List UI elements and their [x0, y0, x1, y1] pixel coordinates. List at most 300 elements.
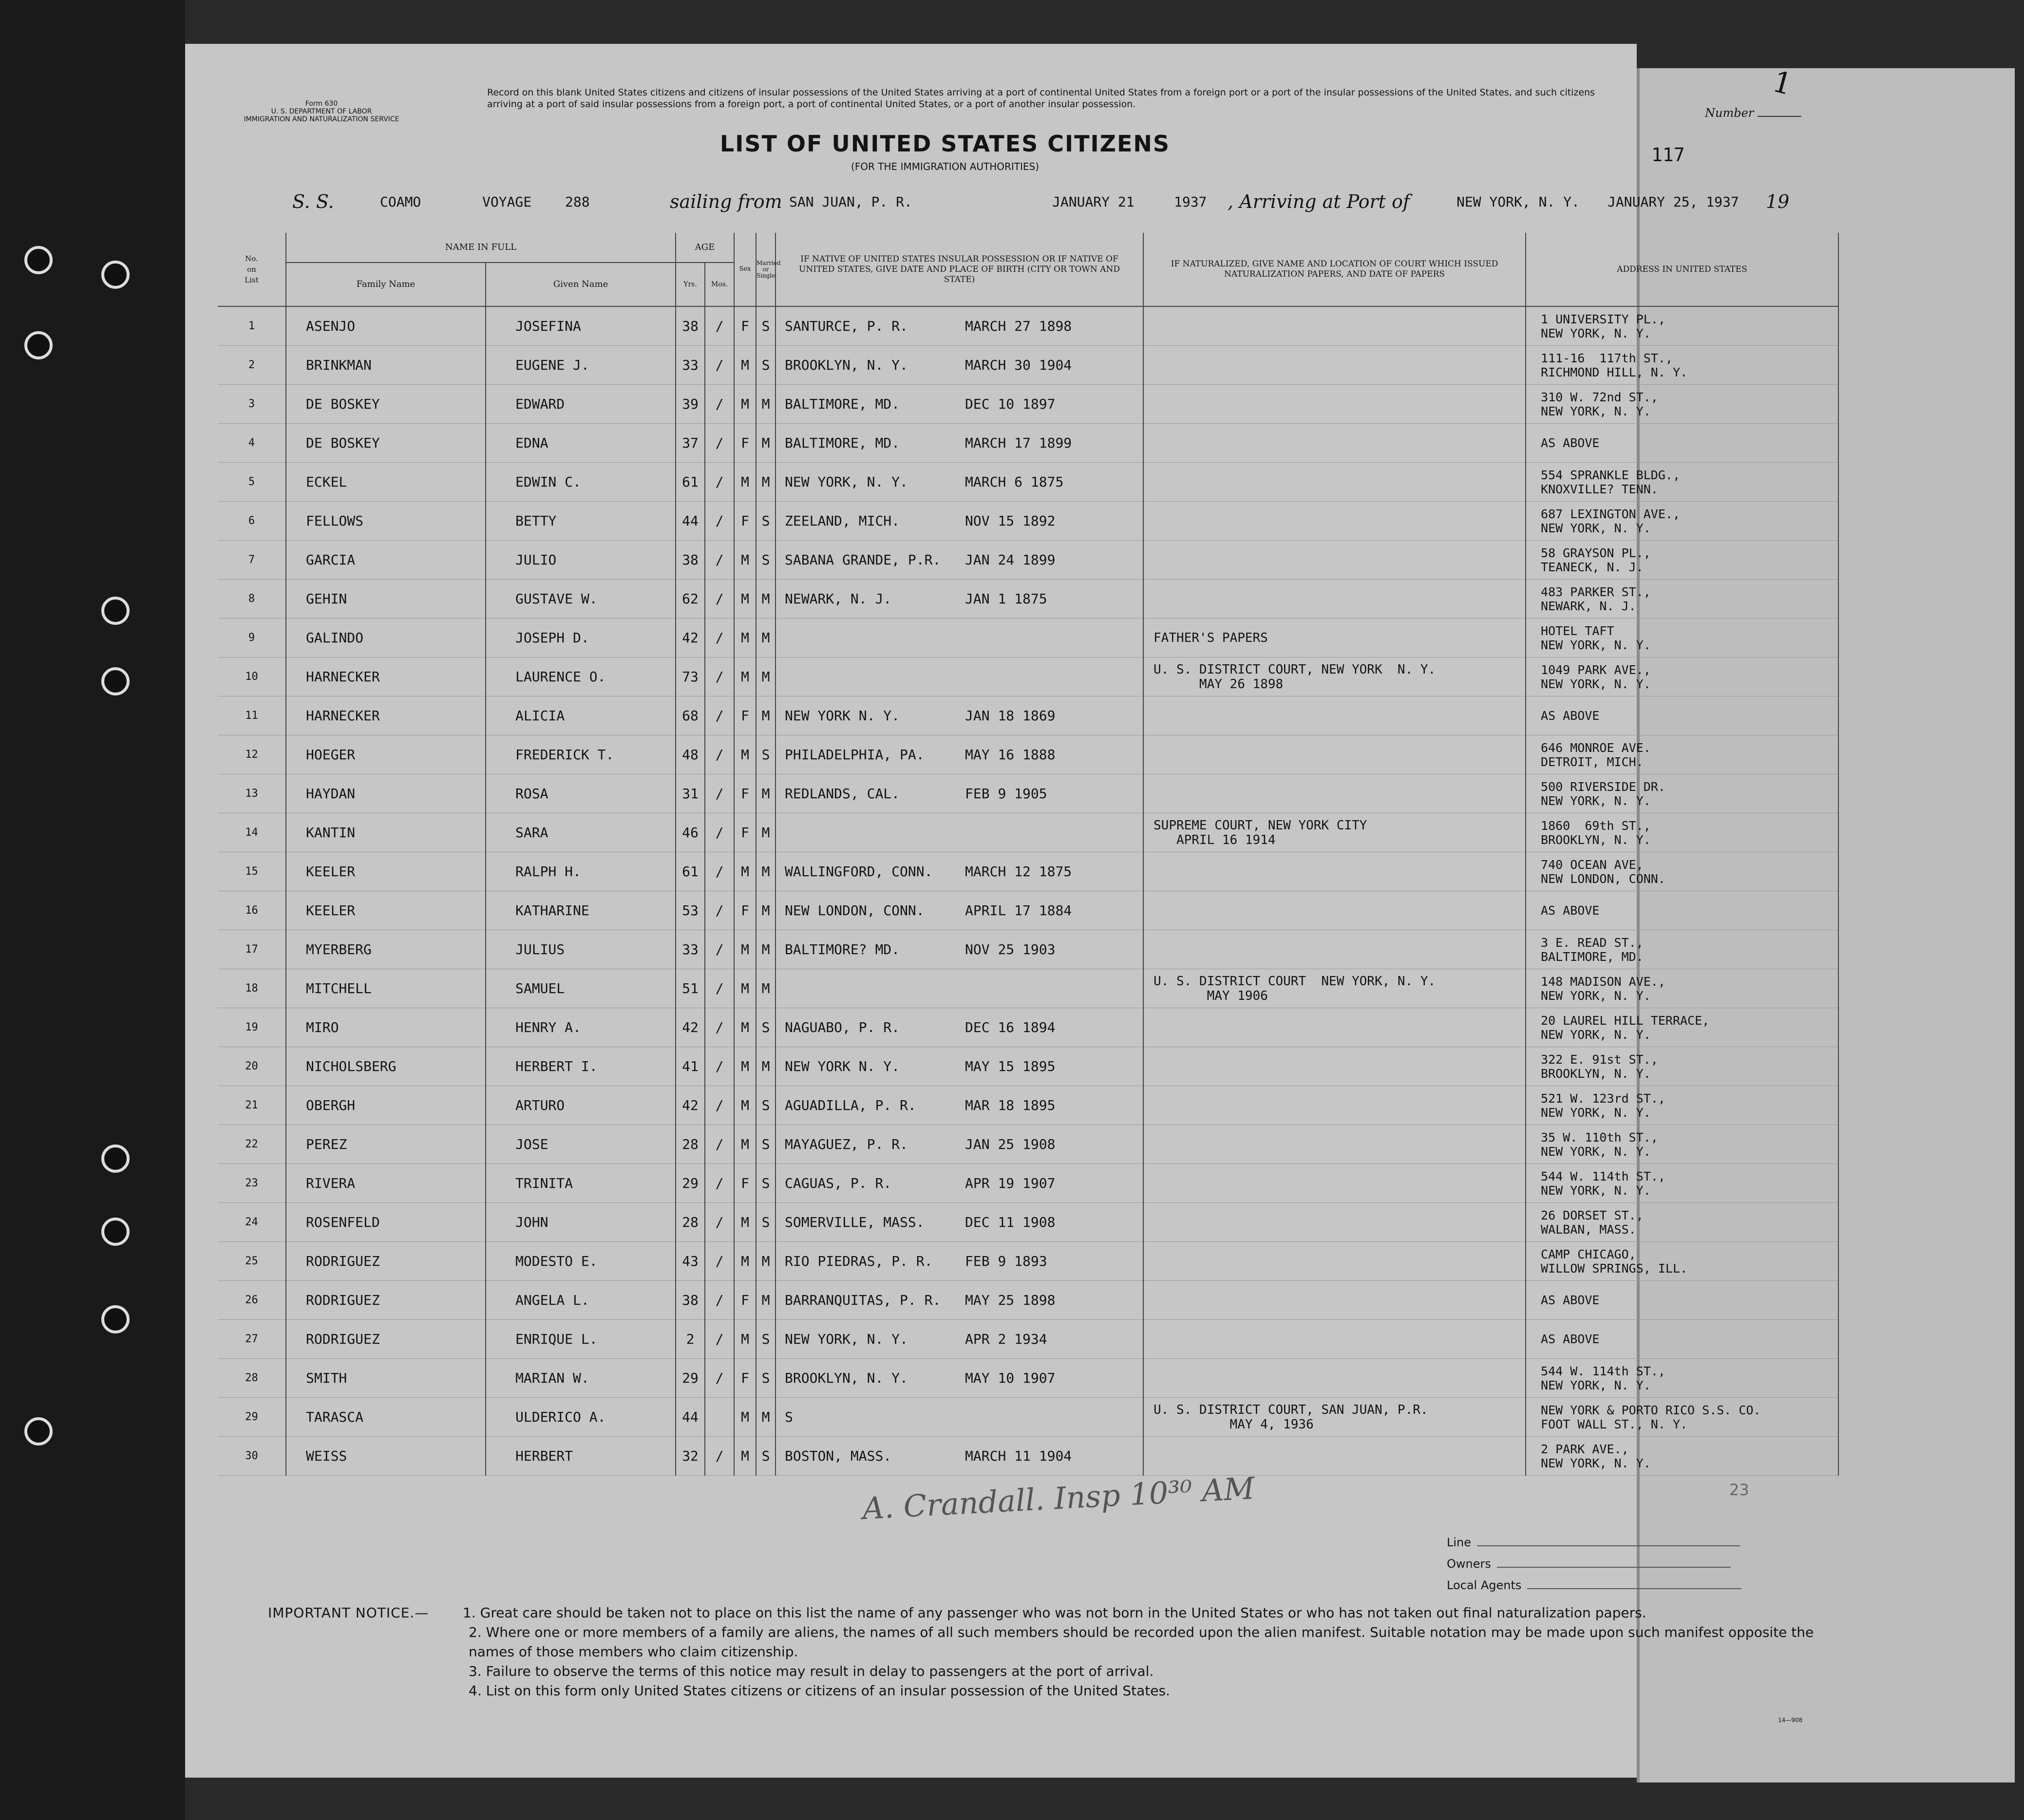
birth-info-cell — [776, 696, 1143, 735]
birth-date: MAY 25 1898 — [965, 1292, 1056, 1308]
local-agents-label: Local Agents — [1447, 1578, 1522, 1592]
table-row — [218, 774, 1838, 813]
number-field — [1705, 106, 1801, 120]
number-label: Number — [1705, 106, 1754, 120]
punch-hole — [24, 1417, 53, 1445]
age-years-cell: 38 — [676, 541, 705, 580]
table-row — [218, 1398, 1838, 1437]
address-cell: 3 E. READ ST., BALTIMORE, MD. — [1526, 930, 1838, 969]
inspector-signature: A. Crandall. Insp 10³⁰ AM — [861, 1470, 1256, 1527]
arriving-date: JANUARY 25, 1937 — [1608, 194, 1739, 210]
age-years-cell: 44 — [676, 502, 705, 541]
header-name-in-full: NAME IN FULL — [286, 233, 676, 263]
table-row — [218, 1008, 1838, 1047]
given-name-cell: ROSA — [486, 774, 676, 813]
naturalization-cell — [1143, 1242, 1526, 1281]
birth-info-cell — [776, 306, 1143, 346]
family-name-cell: KEELER — [286, 891, 486, 930]
family-name-cell: MYERBERG — [286, 930, 486, 969]
birth-date: MARCH 6 1875 — [965, 474, 1064, 490]
naturalization-cell — [1143, 774, 1526, 813]
birth-place: ZEELAND, MICH. — [785, 513, 900, 529]
address-cell: NEW YORK & PORTO RICO S.S. CO. FOOT WALL ST., N. Y. — [1526, 1398, 1838, 1437]
birth-date: DEC 16 1894 — [965, 1019, 1056, 1035]
birth-info-cell — [776, 1008, 1143, 1047]
age-months-cell: / — [705, 735, 734, 774]
table-row — [218, 1047, 1838, 1086]
passenger-rows — [218, 306, 1838, 1476]
birth-place: SABANA GRANDE, P.R. — [785, 552, 941, 568]
sex-cell: M — [734, 1437, 756, 1476]
given-name-cell: JULIO — [486, 541, 676, 580]
row-number-cell: 6 — [218, 502, 286, 541]
given-name-cell: ENRIQUE L. — [486, 1320, 676, 1359]
birth-place: NEW LONDON, CONN. — [785, 902, 925, 919]
address-cell: HOTEL TAFT NEW YORK, N. Y. — [1526, 619, 1838, 657]
birth-date: MARCH 30 1904 — [965, 357, 1072, 373]
birth-place: BROOKLYN, N. Y. — [785, 357, 908, 373]
age-months-cell: / — [705, 930, 734, 969]
sex-cell: M — [734, 580, 756, 619]
age-years-cell: 41 — [676, 1047, 705, 1086]
sex-cell: F — [734, 424, 756, 463]
table-row — [218, 502, 1838, 541]
row-number-cell: 20 — [218, 1047, 286, 1086]
age-months-cell: / — [705, 463, 734, 502]
address-cell: 1860 69th ST., BROOKLYN, N. Y. — [1526, 813, 1838, 852]
sailing-from-label: sailing from — [670, 191, 782, 212]
family-name-cell: PEREZ — [286, 1125, 486, 1164]
sex-cell: M — [734, 930, 756, 969]
row-number-cell: 27 — [218, 1320, 286, 1359]
family-name-cell: ROSENFELD — [286, 1203, 486, 1242]
naturalization-cell — [1143, 1203, 1526, 1242]
naturalization-cell — [1143, 1047, 1526, 1086]
age-years-cell: 53 — [676, 891, 705, 930]
age-years-cell: 62 — [676, 580, 705, 619]
age-years-cell: 48 — [676, 735, 705, 774]
table-row — [218, 1086, 1838, 1125]
birth-place: WALLINGFORD, CONN. — [785, 863, 933, 880]
given-name-cell: HENRY A. — [486, 1008, 676, 1047]
table-row — [218, 696, 1838, 735]
age-months-cell: / — [705, 1281, 734, 1320]
table-row — [218, 580, 1838, 619]
age-months-cell: / — [705, 1164, 734, 1203]
given-name-cell: JULIUS — [486, 930, 676, 969]
row-number-cell: 21 — [218, 1086, 286, 1125]
address-cell: 740 OCEAN AVE, NEW LONDON, CONN. — [1526, 852, 1838, 891]
birth-info-cell — [776, 1359, 1143, 1398]
birth-info-cell — [776, 1281, 1143, 1320]
naturalization-cell — [1143, 580, 1526, 619]
header-yrs: Yrs. — [676, 263, 705, 306]
naturalization-cell — [1143, 1164, 1526, 1203]
marital-status-cell: S — [756, 1359, 776, 1398]
local-agents-blank — [1527, 1588, 1741, 1589]
header-naturalized: IF NATURALIZED, GIVE NAME AND LOCATION OF COURT WHICH ISSUED NATURALIZATION PAPERS, AND DATE OF PAPERS — [1143, 233, 1526, 306]
age-months-cell: / — [705, 1242, 734, 1281]
address-cell: AS ABOVE — [1526, 1320, 1838, 1359]
age-years-cell: 42 — [676, 1008, 705, 1047]
sailing-date: JANUARY 21 — [1052, 194, 1135, 210]
address-cell: AS ABOVE — [1526, 891, 1838, 930]
given-name-cell: SAMUEL — [486, 969, 676, 1008]
row-number-cell: 9 — [218, 619, 286, 657]
birth-place: REDLANDS, CAL. — [785, 786, 900, 802]
address-cell: 554 SPRANKLE BLDG., KNOXVILLE? TENN. — [1526, 463, 1838, 502]
given-name-cell: FREDERICK T. — [486, 735, 676, 774]
row-number-cell: 15 — [218, 852, 286, 891]
given-name-cell: HERBERT — [486, 1437, 676, 1476]
header-age: AGE — [676, 233, 734, 263]
address-cell: 500 RIVERSIDE DR. NEW YORK, N. Y. — [1526, 774, 1838, 813]
marital-status-cell: M — [756, 696, 776, 735]
naturalization-cell — [1143, 1359, 1526, 1398]
age-years-cell: 38 — [676, 306, 705, 346]
sex-cell: F — [734, 1281, 756, 1320]
birth-place: NEW YORK, N. Y. — [785, 474, 908, 490]
sex-cell: F — [734, 306, 756, 346]
age-years-cell: 61 — [676, 463, 705, 502]
family-name-cell: RODRIGUEZ — [286, 1320, 486, 1359]
given-name-cell: EUGENE J. — [486, 346, 676, 385]
birth-info-cell — [776, 930, 1143, 969]
age-months-cell: / — [705, 424, 734, 463]
birth-info-cell — [776, 1047, 1143, 1086]
age-months-cell: / — [705, 891, 734, 930]
birth-place: NAGUABO, P. R. — [785, 1019, 900, 1035]
important-notice — [268, 1603, 1851, 1701]
family-name-cell: RIVERA — [286, 1164, 486, 1203]
given-name-cell: MODESTO E. — [486, 1242, 676, 1281]
naturalization-cell — [1143, 1086, 1526, 1125]
form-identifier: Form 630 U. S. DEPARTMENT OF LABOR IMMIGRATION AND NATURALIZATION SERVICE — [244, 100, 399, 123]
form-code: 14—908 — [1778, 1717, 1803, 1724]
age-months-cell — [705, 1398, 734, 1437]
naturalization-cell — [1143, 852, 1526, 891]
table-row — [218, 619, 1838, 657]
birth-info-cell — [776, 424, 1143, 463]
row-number-cell: 24 — [218, 1203, 286, 1242]
table-row — [218, 1203, 1838, 1242]
table-row — [218, 306, 1838, 346]
sex-cell: F — [734, 1164, 756, 1203]
notice-heading: IMPORTANT NOTICE.— — [268, 1605, 429, 1621]
birth-place: NEW YORK N. Y. — [785, 1058, 900, 1074]
marital-status-cell: S — [756, 1320, 776, 1359]
age-years-cell: 29 — [676, 1359, 705, 1398]
birth-date: NOV 15 1892 — [965, 513, 1056, 529]
age-months-cell: / — [705, 1086, 734, 1125]
row-number-cell: 22 — [218, 1125, 286, 1164]
birth-date: NOV 25 1903 — [965, 941, 1056, 957]
given-name-cell: JOHN — [486, 1203, 676, 1242]
sex-cell: F — [734, 696, 756, 735]
sex-cell: M — [734, 463, 756, 502]
birth-info-cell — [776, 969, 1143, 1008]
family-name-cell: SMITH — [286, 1359, 486, 1398]
voyage-label: VOYAGE — [482, 194, 532, 210]
marital-status-cell: M — [756, 424, 776, 463]
given-name-cell: HERBERT I. — [486, 1047, 676, 1086]
family-name-cell: FELLOWS — [286, 502, 486, 541]
age-months-cell: / — [705, 346, 734, 385]
sex-cell: M — [734, 1203, 756, 1242]
naturalization-cell: U. S. DISTRICT COURT NEW YORK, N. Y. MAY 1906 — [1143, 969, 1526, 1008]
header-address: ADDRESS IN UNITED STATES — [1526, 233, 1838, 306]
row-number-cell: 8 — [218, 580, 286, 619]
naturalization-cell — [1143, 696, 1526, 735]
punch-hole — [101, 1145, 130, 1173]
naturalization-cell: FATHER'S PAPERS — [1143, 619, 1526, 657]
age-months-cell: / — [705, 1437, 734, 1476]
family-name-cell: HAYDAN — [286, 774, 486, 813]
marital-status-cell: M — [756, 619, 776, 657]
table-row — [218, 1164, 1838, 1203]
line-label: Line — [1447, 1536, 1472, 1549]
family-name-cell: ECKEL — [286, 463, 486, 502]
sex-cell: M — [734, 346, 756, 385]
table-row — [218, 852, 1838, 891]
birth-date: MAY 15 1895 — [965, 1058, 1056, 1074]
arriving-label: , Arriving at Port of — [1228, 191, 1410, 212]
given-name-cell: BETTY — [486, 502, 676, 541]
row-number-cell: 1 — [218, 306, 286, 346]
row-number-cell: 12 — [218, 735, 286, 774]
owners-blank — [1497, 1567, 1731, 1568]
age-months-cell: / — [705, 619, 734, 657]
birth-date: MARCH 27 1898 — [965, 318, 1072, 334]
address-cell: AS ABOVE — [1526, 424, 1838, 463]
birth-place: PHILADELPHIA, PA. — [785, 747, 925, 763]
address-cell: 111-16 117th ST., RICHMOND HILL, N. Y. — [1526, 346, 1838, 385]
family-name-cell: HOEGER — [286, 735, 486, 774]
age-years-cell: 73 — [676, 657, 705, 696]
address-cell: 26 DORSET ST., WALBAN, MASS. — [1526, 1203, 1838, 1242]
family-name-cell: NICHOLSBERG — [286, 1047, 486, 1086]
binder-background — [0, 0, 185, 1820]
table-row — [218, 346, 1838, 385]
birth-date: JAN 24 1899 — [965, 552, 1056, 568]
row-number-cell: 10 — [218, 657, 286, 696]
naturalization-cell — [1143, 424, 1526, 463]
marital-status-cell: M — [756, 1242, 776, 1281]
naturalization-cell: U. S. DISTRICT COURT, SAN JUAN, P.R. MAY 4, 1936 — [1143, 1398, 1526, 1437]
age-years-cell: 38 — [676, 1281, 705, 1320]
row-number-cell: 19 — [218, 1008, 286, 1047]
list-number: 117 — [1651, 144, 1685, 166]
birth-date: APR 2 1934 — [965, 1331, 1047, 1347]
row-number-cell: 3 — [218, 385, 286, 424]
sex-cell: F — [734, 502, 756, 541]
sex-cell: M — [734, 969, 756, 1008]
marital-status-cell: M — [756, 891, 776, 930]
punch-hole — [101, 597, 130, 625]
number-handwritten: 1 — [1769, 64, 1796, 102]
birth-place: S — [785, 1409, 793, 1425]
age-years-cell: 46 — [676, 813, 705, 852]
address-cell: CAMP CHICAGO, WILLOW SPRINGS, ILL. — [1526, 1242, 1838, 1281]
table-row — [218, 1437, 1838, 1476]
birth-place: MAYAGUEZ, P. R. — [785, 1136, 908, 1152]
birth-info-cell — [776, 1242, 1143, 1281]
age-years-cell: 68 — [676, 696, 705, 735]
family-name-cell: RODRIGUEZ — [286, 1242, 486, 1281]
birth-info-cell — [776, 657, 1143, 696]
age-years-cell: 32 — [676, 1437, 705, 1476]
sailing-year: 1937 — [1174, 194, 1207, 210]
family-name-cell: ASENJO — [286, 306, 486, 346]
header-sex: Sex — [734, 233, 756, 306]
birth-date: JAN 1 1875 — [965, 591, 1047, 607]
page-number: 23 — [1729, 1481, 1749, 1499]
birth-date: MAY 10 1907 — [965, 1370, 1056, 1386]
sex-cell: M — [734, 619, 756, 657]
sex-cell: F — [734, 891, 756, 930]
age-months-cell: / — [705, 1320, 734, 1359]
arriving-year-suffix: 19 — [1766, 191, 1790, 212]
birth-place: BARRANQUITAS, P. R. — [785, 1292, 941, 1308]
given-name-cell: ANGELA L. — [486, 1281, 676, 1320]
table-row — [218, 891, 1838, 930]
table-row — [218, 930, 1838, 969]
address-cell: 58 GRAYSON PL., TEANECK, N. J. — [1526, 541, 1838, 580]
age-months-cell: / — [705, 580, 734, 619]
family-name-cell: RODRIGUEZ — [286, 1281, 486, 1320]
table-row — [218, 463, 1838, 502]
given-name-cell: EDWIN C. — [486, 463, 676, 502]
row-number-cell: 13 — [218, 774, 286, 813]
birth-place: BALTIMORE? MD. — [785, 941, 900, 957]
birth-info-cell — [776, 502, 1143, 541]
owners-label: Owners — [1447, 1557, 1491, 1571]
family-name-cell: GEHIN — [286, 580, 486, 619]
birth-info-cell — [776, 1164, 1143, 1203]
marital-status-cell: M — [756, 385, 776, 424]
birth-date: MARCH 11 1904 — [965, 1448, 1072, 1464]
marital-status-cell: M — [756, 463, 776, 502]
sex-cell: M — [734, 1086, 756, 1125]
marital-status-cell: M — [756, 1281, 776, 1320]
marital-status-cell: M — [756, 657, 776, 696]
age-years-cell: 43 — [676, 1242, 705, 1281]
naturalization-cell — [1143, 541, 1526, 580]
marital-status-cell: M — [756, 774, 776, 813]
header-mos: Mos. — [705, 263, 734, 306]
family-name-cell: KEELER — [286, 852, 486, 891]
arriving-port: NEW YORK, N. Y. — [1457, 194, 1580, 210]
family-name-cell: GARCIA — [286, 541, 486, 580]
birth-place: NEW YORK, N. Y. — [785, 1331, 908, 1347]
birth-date: FEB 9 1905 — [965, 786, 1047, 802]
birth-date: DEC 11 1908 — [965, 1214, 1056, 1230]
table-row — [218, 735, 1838, 774]
birth-info-cell — [776, 1437, 1143, 1476]
table-row — [218, 969, 1838, 1008]
table-row — [218, 813, 1838, 852]
table-row — [218, 424, 1838, 463]
birth-date: APRIL 17 1884 — [965, 902, 1072, 919]
address-cell: 544 W. 114th ST., NEW YORK, N. Y. — [1526, 1359, 1838, 1398]
naturalization-cell — [1143, 1125, 1526, 1164]
notice-item: 1. Great care should be taken not to place on this list the name of any passenger who was not born in the United States or who has not taken out final naturalization papers. — [463, 1605, 1646, 1621]
age-months-cell: / — [705, 541, 734, 580]
age-months-cell: / — [705, 1008, 734, 1047]
age-years-cell: 37 — [676, 424, 705, 463]
page-title: LIST OF UNITED STATES CITIZENS — [719, 131, 1171, 157]
address-cell: 310 W. 72nd ST., NEW YORK, N. Y. — [1526, 385, 1838, 424]
age-years-cell: 28 — [676, 1125, 705, 1164]
naturalization-cell — [1143, 1437, 1526, 1476]
row-number-cell: 17 — [218, 930, 286, 969]
table-row — [218, 385, 1838, 424]
punch-hole — [101, 1305, 130, 1333]
marital-status-cell: M — [756, 1047, 776, 1086]
birth-place: NEW YORK N. Y. — [785, 708, 900, 724]
table-row — [218, 1125, 1838, 1164]
birth-info-cell — [776, 735, 1143, 774]
address-cell: AS ABOVE — [1526, 1281, 1838, 1320]
row-number-cell: 4 — [218, 424, 286, 463]
birth-info-cell — [776, 891, 1143, 930]
naturalization-cell — [1143, 385, 1526, 424]
row-number-cell: 14 — [218, 813, 286, 852]
sex-cell: M — [734, 385, 756, 424]
birth-place: SANTURCE, P. R. — [785, 318, 908, 334]
age-months-cell: / — [705, 1047, 734, 1086]
header-birth: IF NATIVE OF UNITED STATES INSULAR POSSESSION OR IF NATIVE OF UNITED STATES, GIVE DATE AND PLACE OF BIRTH (CITY OR TOWN AND STATE) — [776, 233, 1143, 306]
birth-place: NEWARK, N. J. — [785, 591, 892, 607]
given-name-cell: RALPH H. — [486, 852, 676, 891]
birth-info-cell — [776, 580, 1143, 619]
header-no: No. on List — [218, 233, 286, 306]
birth-info-cell — [776, 852, 1143, 891]
marital-status-cell: M — [756, 813, 776, 852]
ss-label: S. S. — [292, 191, 334, 212]
marital-status-cell: S — [756, 1125, 776, 1164]
age-years-cell: 42 — [676, 1086, 705, 1125]
naturalization-cell — [1143, 930, 1526, 969]
address-cell: 20 LAUREL HILL TERRACE, NEW YORK, N. Y. — [1526, 1008, 1838, 1047]
address-cell: 687 LEXINGTON AVE., NEW YORK, N. Y. — [1526, 502, 1838, 541]
given-name-cell: EDWARD — [486, 385, 676, 424]
marital-status-cell: S — [756, 502, 776, 541]
sex-cell: M — [734, 735, 756, 774]
notice-item: 4. List on this form only United States citizens or citizens of an insular possession of the United States. — [469, 1683, 1170, 1699]
sex-cell: F — [734, 813, 756, 852]
number-line — [1758, 116, 1801, 117]
age-years-cell: 28 — [676, 1203, 705, 1242]
family-name-cell: OBERGH — [286, 1086, 486, 1125]
sex-cell: M — [734, 541, 756, 580]
age-years-cell: 39 — [676, 385, 705, 424]
age-years-cell: 2 — [676, 1320, 705, 1359]
age-years-cell: 33 — [676, 930, 705, 969]
given-name-cell: JOSEFINA — [486, 306, 676, 346]
marital-status-cell: S — [756, 306, 776, 346]
given-name-cell: LAURENCE O. — [486, 657, 676, 696]
marital-status-cell: M — [756, 930, 776, 969]
voyage-number: 288 — [565, 194, 590, 210]
age-years-cell: 31 — [676, 774, 705, 813]
given-name-cell: SARA — [486, 813, 676, 852]
birth-place: AGUADILLA, P. R. — [785, 1097, 916, 1113]
age-months-cell: / — [705, 306, 734, 346]
age-months-cell: / — [705, 1125, 734, 1164]
row-number-cell: 11 — [218, 696, 286, 735]
sex-cell: M — [734, 1008, 756, 1047]
